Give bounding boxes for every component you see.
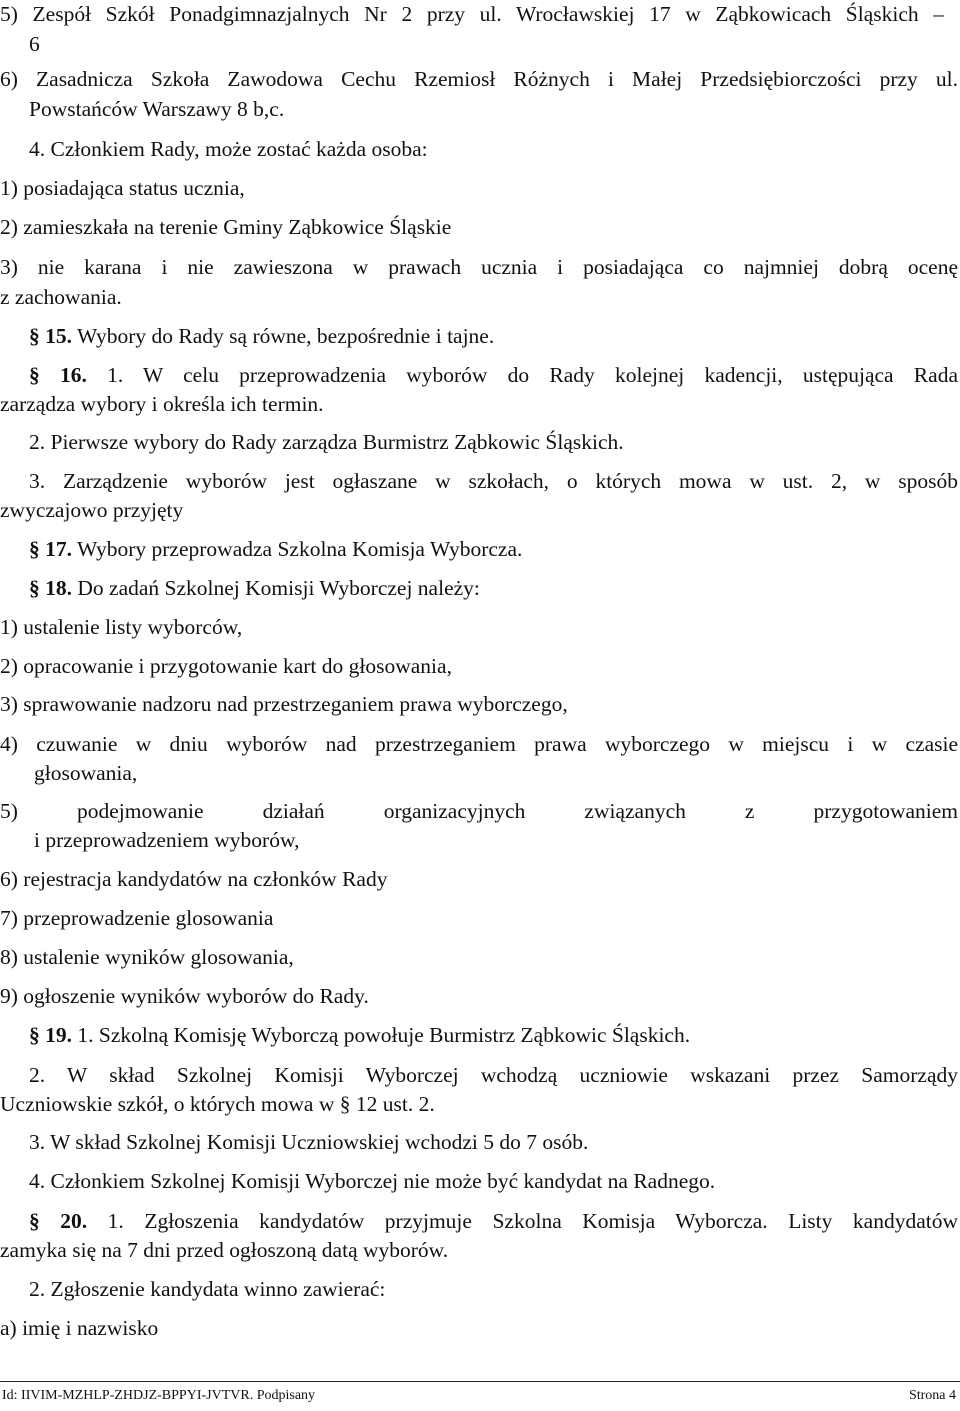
section-15 xyxy=(29,322,494,351)
section-16-point-3: 3. Zarządzenie wyborów jest ogłaszane w szkołach, o których mowa w ust. 2, w sposób xyxy=(29,469,958,493)
section-19-point-4: 4. Członkiem Szkolnej Komisji Wyborczej nie może być kandydat na Radnego. xyxy=(29,1169,716,1193)
task-item-8: 8) ustalenie wyników glosowania, xyxy=(0,945,294,969)
section-16-text: 1. W celu przeprowadzenia wyborów do Rady kolejnej kadencji, ustępująca Rada xyxy=(86,363,958,387)
footer-divider xyxy=(0,1381,960,1382)
membership-item-3-continuation: z zachowania. xyxy=(0,285,122,309)
document-id: Id: IIVIM-MZHLP-ZHDJZ-BPPYI-JVTVR. Podpisany xyxy=(2,1388,316,1403)
section-16-point-3-continuation: zwyczajowo przyjęty xyxy=(0,498,184,522)
section-20-text: 1. Zgłoszenia kandydatów przyjmuje Szkolna Komisja Wyborcza. Listy kandydatów xyxy=(87,1209,958,1233)
section-19-number: § 19. xyxy=(29,1023,72,1047)
task-item-1: 1) ustalenie listy wyborców, xyxy=(0,615,243,639)
section-16-number: § 16. xyxy=(29,363,87,387)
section-17-number: § 17. xyxy=(29,537,72,561)
task-item-5-continuation: i przeprowadzeniem wyborów, xyxy=(34,828,300,852)
section-20-number: § 20. xyxy=(29,1209,88,1233)
page-number: Strona 4 xyxy=(908,1388,956,1403)
school-5-line: 5) Zespół Szkół Ponadgimnazjalnych Nr 2 przy ul. Wrocławskiej 17 w Ząbkowicach Śląskich – xyxy=(0,2,944,26)
school-6-line: 6) Zasadnicza Szkoła Zawodowa Cechu Rzemiosł Różnych i Małej Przedsiębiorczości przy ul. xyxy=(0,67,958,91)
section-20-line-1 xyxy=(29,1207,958,1236)
task-item-3: 3) sprawowanie nadzoru nad przestrzeganiem prawa wyborczego, xyxy=(0,692,568,716)
school-5-continuation: 6 xyxy=(29,32,40,56)
task-item-6: 6) rejestracja kandydatów na członków Rady xyxy=(0,867,388,891)
section-15-text: Wybory do Rady są równe, bezpośrednie i tajne. xyxy=(72,324,495,348)
section-18-number: § 18. xyxy=(29,576,72,600)
section-19-point-2: 2. W skład Szkolnej Komisji Wyborczej wchodzą uczniowie wskazani przez Samorządy xyxy=(29,1063,958,1087)
section-16-point-2: 2. Pierwsze wybory do Rady zarządza Burmistrz Ząbkowic Śląskich. xyxy=(29,430,624,454)
section-17-text: Wybory przeprowadza Szkolna Komisja Wyborcza. xyxy=(72,537,523,561)
membership-item-3: 3) nie karana i nie zawieszona w prawach ucznia i posiadająca co najmniej dobrą ocenę xyxy=(0,255,958,279)
task-item-4-continuation: głosowania, xyxy=(34,761,138,785)
section-19-point-2-continuation: Uczniowskie szkół, o których mowa w § 12 ust. 2. xyxy=(0,1092,435,1116)
section-20-point-2: 2. Zgłoszenie kandydata winno zawierać: xyxy=(29,1277,386,1301)
task-item-2: 2) opracowanie i przygotowanie kart do głosowania, xyxy=(0,654,452,678)
section-18 xyxy=(29,574,480,603)
section-15-number: § 15. xyxy=(29,324,72,348)
section-16-line-2: zarządza wybory i określa ich termin. xyxy=(0,392,324,416)
task-item-5: 5) podejmowanie działań organizacyjnych związanych z przygotowaniem xyxy=(0,799,958,823)
section-16-line-1 xyxy=(29,361,958,390)
task-item-9: 9) ogłoszenie wyników wyborów do Rady. xyxy=(0,984,369,1008)
section-20-line-2: zamyka się na 7 dni przed ogłoszoną datą wyborów. xyxy=(0,1238,449,1262)
section-19-text: 1. Szkolną Komisję Wyborczą powołuje Burmistrz Ząbkowic Śląskich. xyxy=(72,1023,691,1047)
section-19-point-3: 3. W skład Szkolnej Komisji Uczniowskiej wchodzi 5 do 7 osób. xyxy=(29,1130,589,1154)
section-20-item-a: a) imię i nazwisko xyxy=(0,1316,159,1340)
section-18-text: Do zadań Szkolnej Komisji Wyborczej należy: xyxy=(72,576,480,600)
membership-item-2: 2) zamieszkała na terenie Gminy Ząbkowice Śląskie xyxy=(0,215,452,239)
section-17 xyxy=(29,535,522,564)
membership-item-1: 1) posiadająca status ucznia, xyxy=(0,176,245,200)
section-19 xyxy=(29,1021,690,1050)
school-6-continuation: Powstańców Warszawy 8 b,c. xyxy=(29,97,285,121)
task-item-7: 7) przeprowadzenie glosowania xyxy=(0,906,274,930)
task-item-4: 4) czuwanie w dniu wyborów nad przestrzeganiem prawa wyborczego w miejscu i w czasie xyxy=(0,732,958,756)
membership-paragraph: 4. Członkiem Rady, może zostać każda osoba: xyxy=(29,137,428,161)
